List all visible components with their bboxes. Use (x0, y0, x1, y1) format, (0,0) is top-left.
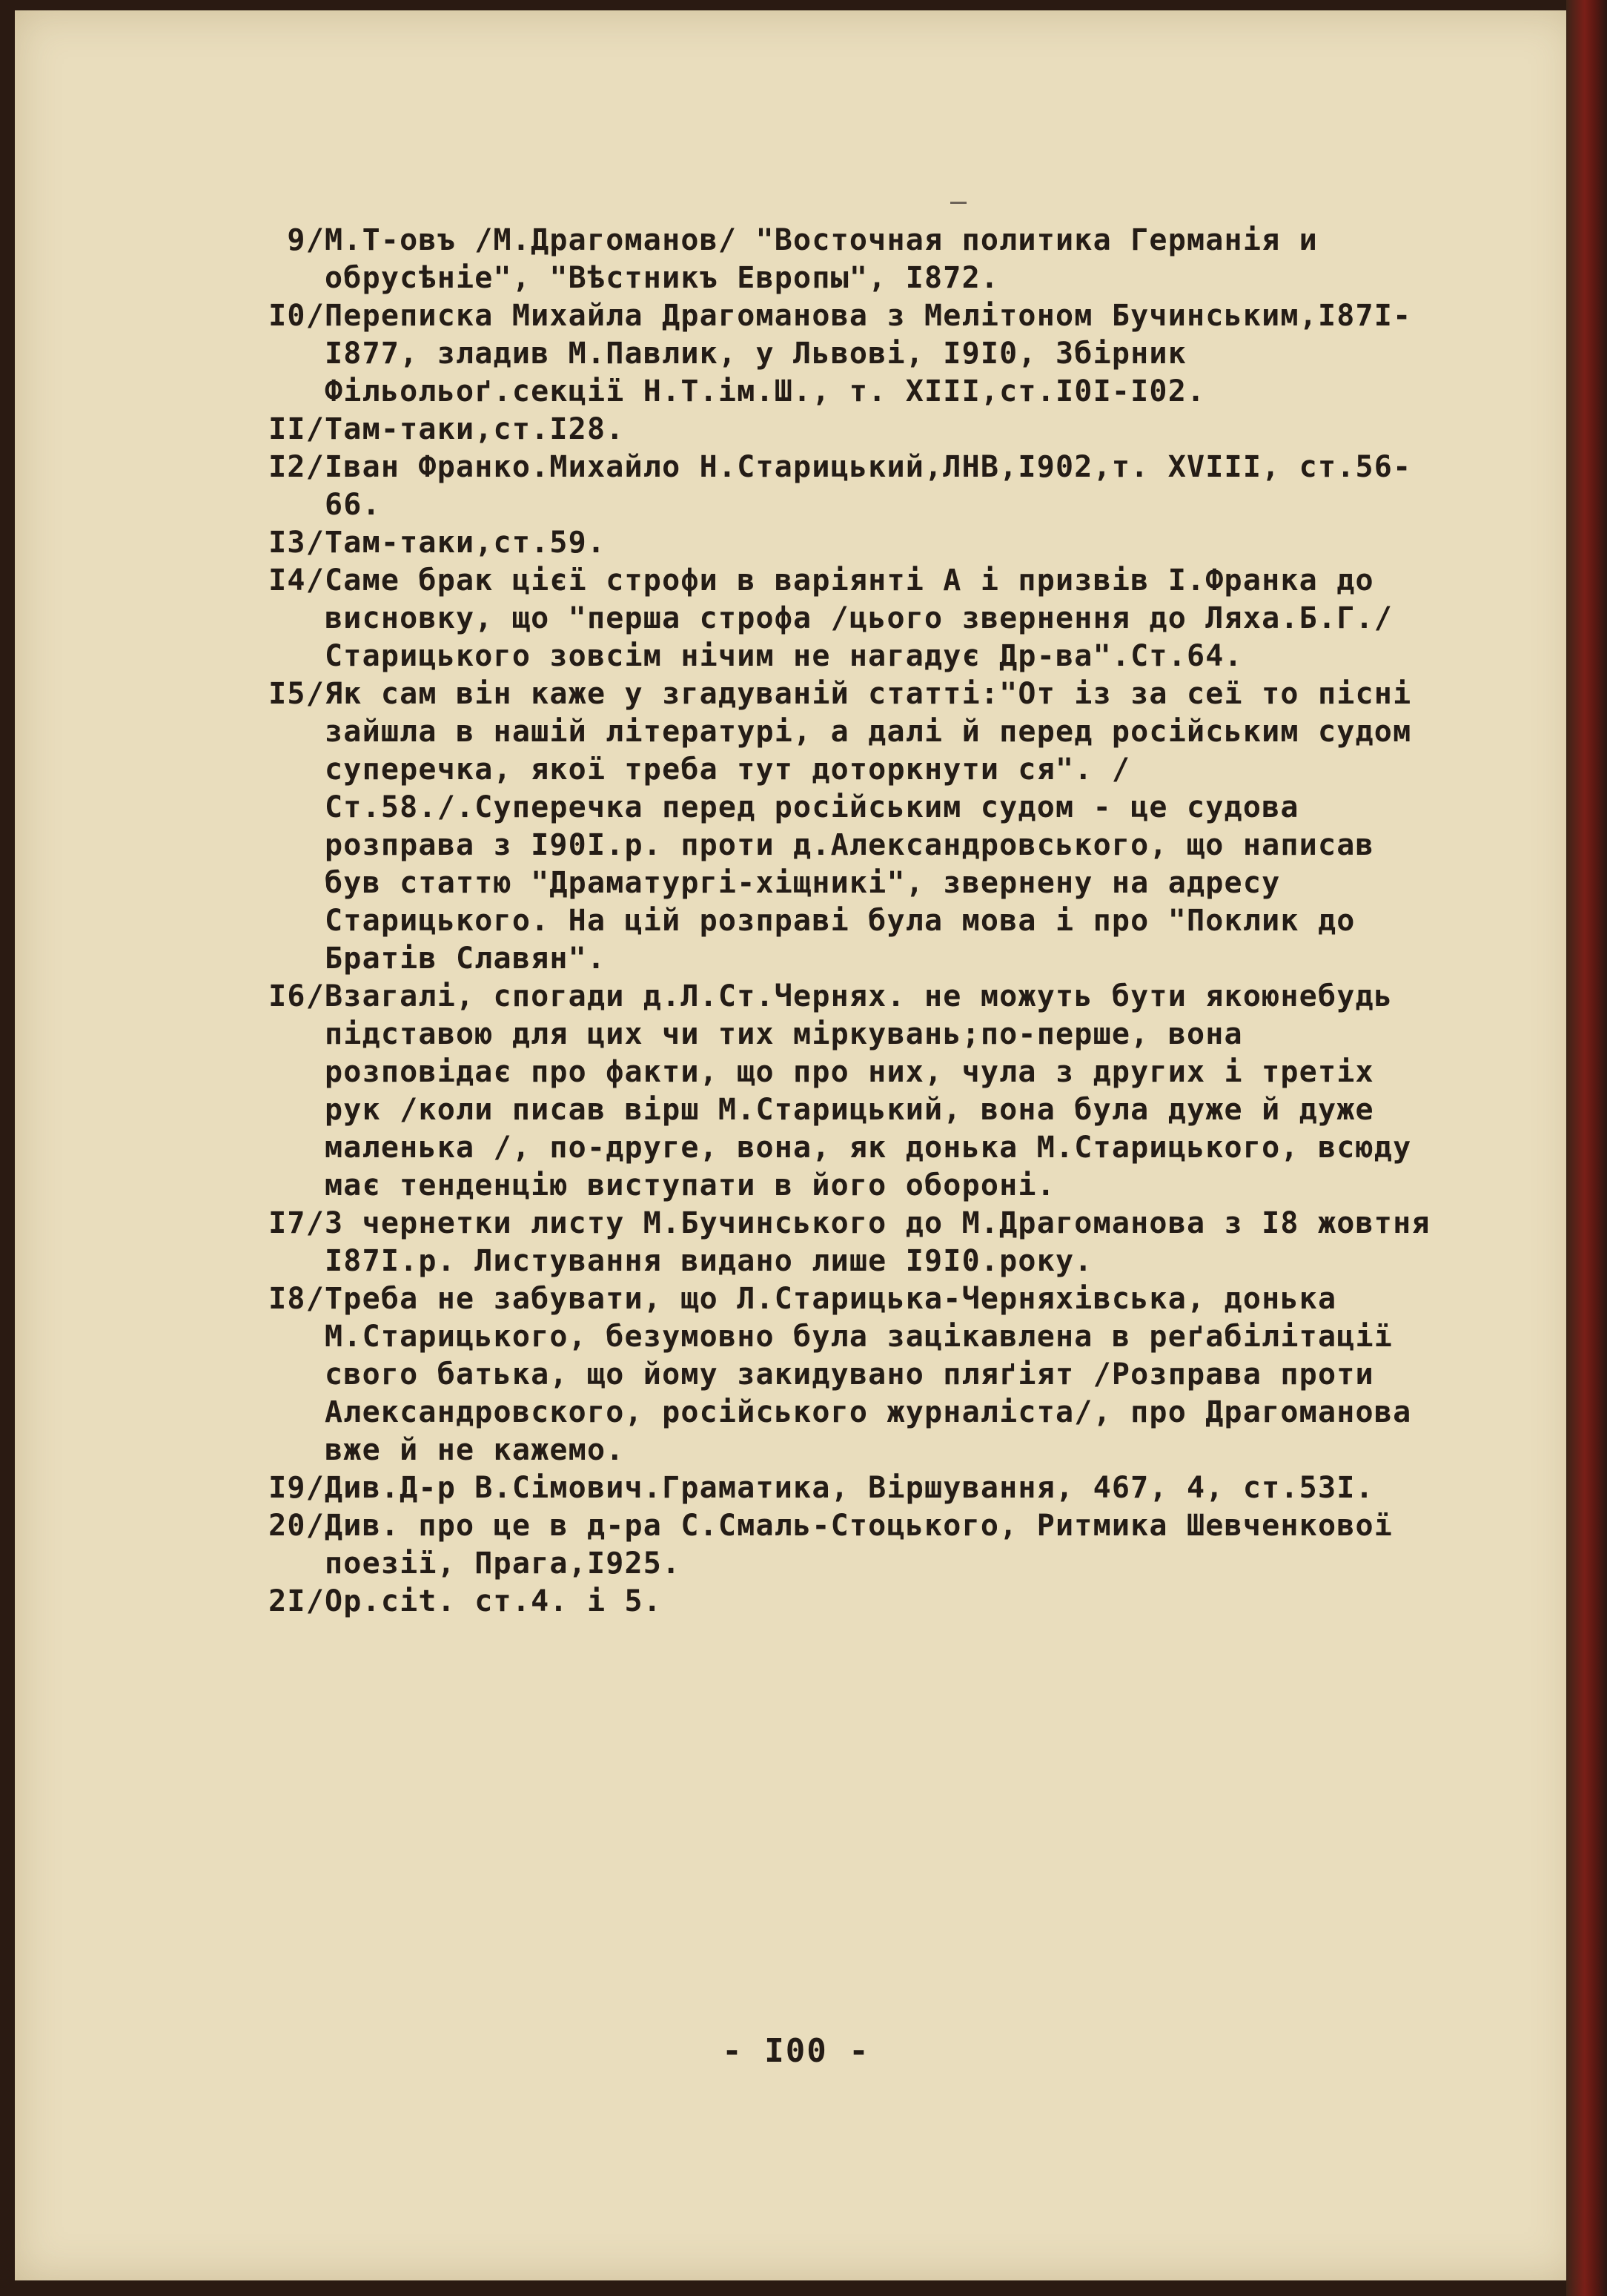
footnote-number: І9/ (268, 1471, 325, 1505)
footnotes-list (251, 222, 1444, 1621)
footnote (251, 411, 1444, 449)
binding-edge (1566, 0, 1607, 2296)
footnote-text: Треба не забувати, що Л.Старицька-Черняхівська, донька М.Старицького, безумовно була зацікавлена в реґабілітації свого батька, що йому закидувано пляґіят /Розправа проти Александровского, російського журналіста/, про Драгоманова вже й не кажемо. (325, 1282, 1412, 1467)
footnote-text: Як сам він каже у згадуваній статті:"От із за сеї то пісні зайшла в нашій літературі, а далі й перед російським судом суперечка, якої треба тут доторкнути ся". /Ст.58./.Суперечка перед російським судом - це судова розправа з І90І.р. проти д.Александровського, що написав був статтю "Драматургі-хіщникі", звернену на адресу Старицького. На цій розправі була мова і про "Поклик до Братів Славян". (325, 677, 1412, 976)
footnote-text: Див. про це в д-ра С.Смаль-Стоцького, Ритмика Шевченкової поезії, Прага,І925. (325, 1509, 1394, 1581)
footnote (251, 978, 1444, 1205)
footnote-number: І2/ (268, 450, 325, 484)
footnote-text: Переписка Михайла Драгоманова з Мелітоном Бучинським,І87І-І877, зладив М.Павлик, у Львові, І9І0, Збірник Фільольоґ.секції Н.Т.ім.Ш., т. XIII,ст.І0І-І02. (325, 299, 1412, 408)
footnote-number: І4/ (268, 563, 325, 598)
footnote (251, 562, 1444, 675)
footnote (251, 524, 1444, 562)
footnote (251, 1507, 1444, 1583)
ink-smudge (950, 202, 967, 204)
footnote-text: Там-таки,ст.І28. (325, 412, 625, 446)
footnote-number: І5/ (268, 677, 325, 711)
footnote-number: 9/ (287, 223, 325, 257)
footnote-number: І8/ (268, 1282, 325, 1316)
footnote (251, 297, 1444, 411)
footnote-number: І7/ (268, 1206, 325, 1240)
footnote-number: І6/ (268, 979, 325, 1013)
footnote (251, 1205, 1444, 1280)
footnote-text: Там-таки,ст.59. (325, 526, 606, 560)
footnote-text: М.Т-овъ /М.Драгоманов/ "Восточная политика Германія и обрусѣніе", "Вѣстникъ Европы", І872. (325, 223, 1318, 295)
footnote-text: Іван Франко.Михайло Н.Старицький,ЛНВ,І902,т. XVIII, ст.56-66. (325, 450, 1412, 522)
footnote-text: Див.Д-р В.Сімович.Граматика, Віршування, 467, 4, ст.53І. (325, 1471, 1374, 1505)
paper-sheet (15, 10, 1577, 2280)
footnote (251, 449, 1444, 524)
footnote-text: З чернетки листу М.Бучинського до М.Драгоманова з І8 жовтня І87І.р. Листування видано лише І9І0.року. (325, 1206, 1431, 1278)
footnote-number: І0/ (268, 299, 325, 333)
footnote-text: Op.cit. ст.4. і 5. (325, 1584, 663, 1618)
footnote-number: ІІ/ (268, 412, 325, 446)
footnote (251, 222, 1444, 297)
footnote (251, 1583, 1444, 1621)
footnote-text: Взагалі, спогади д.Л.Ст.Чернях. не можуть бути якоюнебудь підставою для цих чи тих міркувань;по-перше, вона розповідає про факти, що про них, чула з других і третіх рук /коли писав вірш М.Старицький, вона була дуже й дуже маленька /, по-друге, вона, як донька М.Старицького, всюду має тенденцію виступати в його обороні. (325, 979, 1412, 1202)
footnote (251, 1469, 1444, 1507)
footnote-number: 2І/ (268, 1584, 325, 1618)
footnote (251, 1280, 1444, 1469)
footnote-number: І3/ (268, 526, 325, 560)
footnote-number: 20/ (268, 1509, 325, 1543)
footnote (251, 675, 1444, 978)
page-number: - І00 - (722, 2032, 870, 2070)
footnote-text: Саме брак цієї строфи в варіянті А і призвів І.Франка до висновку, що "перша строфа /цього звернення до Ляха.Б.Г./ Старицького зовсім нічим не нагадує Др-ва".Ст.64. (325, 563, 1394, 673)
